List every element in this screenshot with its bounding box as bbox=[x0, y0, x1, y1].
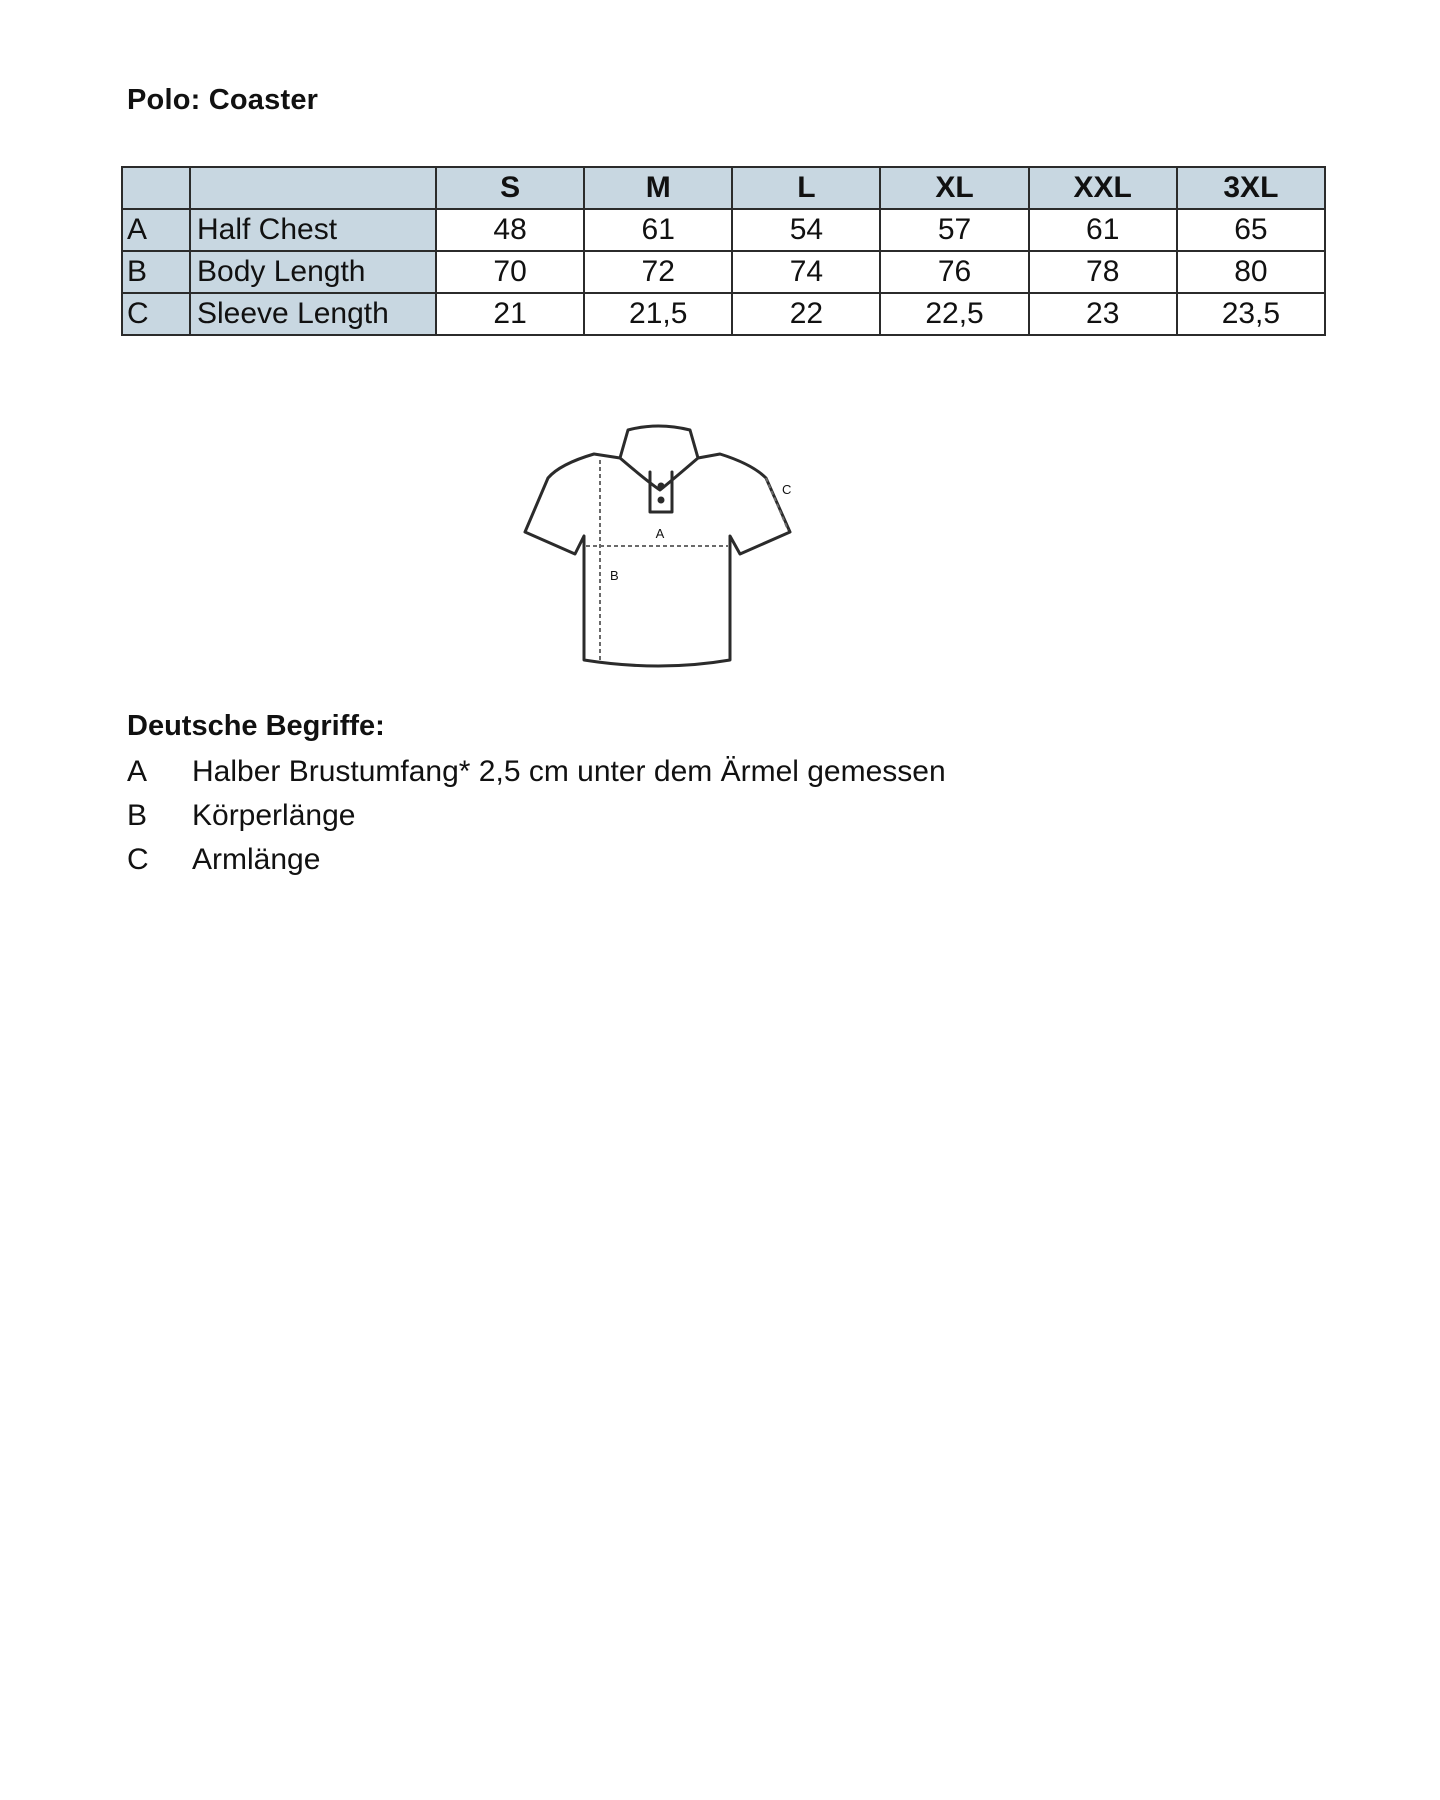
legend-letter: A bbox=[127, 755, 148, 788]
header-cell-size-s: S bbox=[436, 167, 584, 209]
table-cell: 70 bbox=[436, 251, 584, 293]
legend-text: Halber Brustumfang* 2,5 cm unter dem Ärmel gemessen bbox=[192, 755, 946, 788]
table-cell: 80 bbox=[1177, 251, 1325, 293]
table-cell: 78 bbox=[1029, 251, 1177, 293]
measure-a-label: A bbox=[655, 526, 665, 541]
row-letter: A bbox=[122, 209, 190, 251]
table-cell: 76 bbox=[880, 251, 1028, 293]
row-letter: C bbox=[122, 293, 190, 335]
placket-shape bbox=[650, 472, 672, 512]
table-cell: 21 bbox=[436, 293, 584, 335]
legend-letter: C bbox=[127, 843, 149, 876]
table-cell: 22 bbox=[732, 293, 880, 335]
legend-item-c bbox=[127, 840, 320, 880]
header-cell-size-l: L bbox=[732, 167, 880, 209]
table-cell: 23 bbox=[1029, 293, 1177, 335]
row-label: Half Chest bbox=[190, 209, 436, 251]
table-cell: 72 bbox=[584, 251, 732, 293]
header-cell-size-3xl: 3XL bbox=[1177, 167, 1325, 209]
size-table bbox=[121, 166, 1326, 336]
legend-letter: B bbox=[127, 799, 148, 832]
row-letter: B bbox=[122, 251, 190, 293]
table-header-row bbox=[122, 167, 1325, 209]
measure-c-label: C bbox=[782, 482, 792, 497]
table-cell: 61 bbox=[584, 209, 732, 251]
legend-item-b bbox=[127, 796, 355, 836]
table-row bbox=[122, 293, 1325, 335]
header-cell-letter bbox=[122, 167, 190, 209]
table-cell: 48 bbox=[436, 209, 584, 251]
table-cell: 22,5 bbox=[880, 293, 1028, 335]
legend-text: Körperlänge bbox=[192, 799, 356, 832]
page-title: Polo: Coaster bbox=[127, 84, 319, 116]
table-row bbox=[122, 251, 1325, 293]
shirt-body-outline bbox=[525, 454, 790, 666]
table-cell: 74 bbox=[732, 251, 880, 293]
table-cell: 65 bbox=[1177, 209, 1325, 251]
button-bottom bbox=[658, 497, 665, 504]
row-label: Sleeve Length bbox=[190, 293, 436, 335]
table-cell: 57 bbox=[880, 209, 1028, 251]
collar-shape bbox=[620, 426, 698, 490]
table-cell: 54 bbox=[732, 209, 880, 251]
button-top bbox=[658, 483, 665, 490]
table-cell: 61 bbox=[1029, 209, 1177, 251]
measure-b-label: B bbox=[610, 568, 619, 583]
header-cell-size-m: M bbox=[584, 167, 732, 209]
header-cell-size-xxl: XXL bbox=[1029, 167, 1177, 209]
table-cell: 23,5 bbox=[1177, 293, 1325, 335]
row-label: Body Length bbox=[190, 251, 436, 293]
table-row bbox=[122, 209, 1325, 251]
header-cell-size-xl: XL bbox=[880, 167, 1028, 209]
legend-text: Armlänge bbox=[192, 843, 321, 876]
polo-shirt-measurement-icon bbox=[520, 420, 820, 680]
header-cell-label bbox=[190, 167, 436, 209]
legend-item-a bbox=[127, 752, 946, 792]
legend-title: Deutsche Begriffe: bbox=[127, 710, 385, 742]
table-cell: 21,5 bbox=[584, 293, 732, 335]
